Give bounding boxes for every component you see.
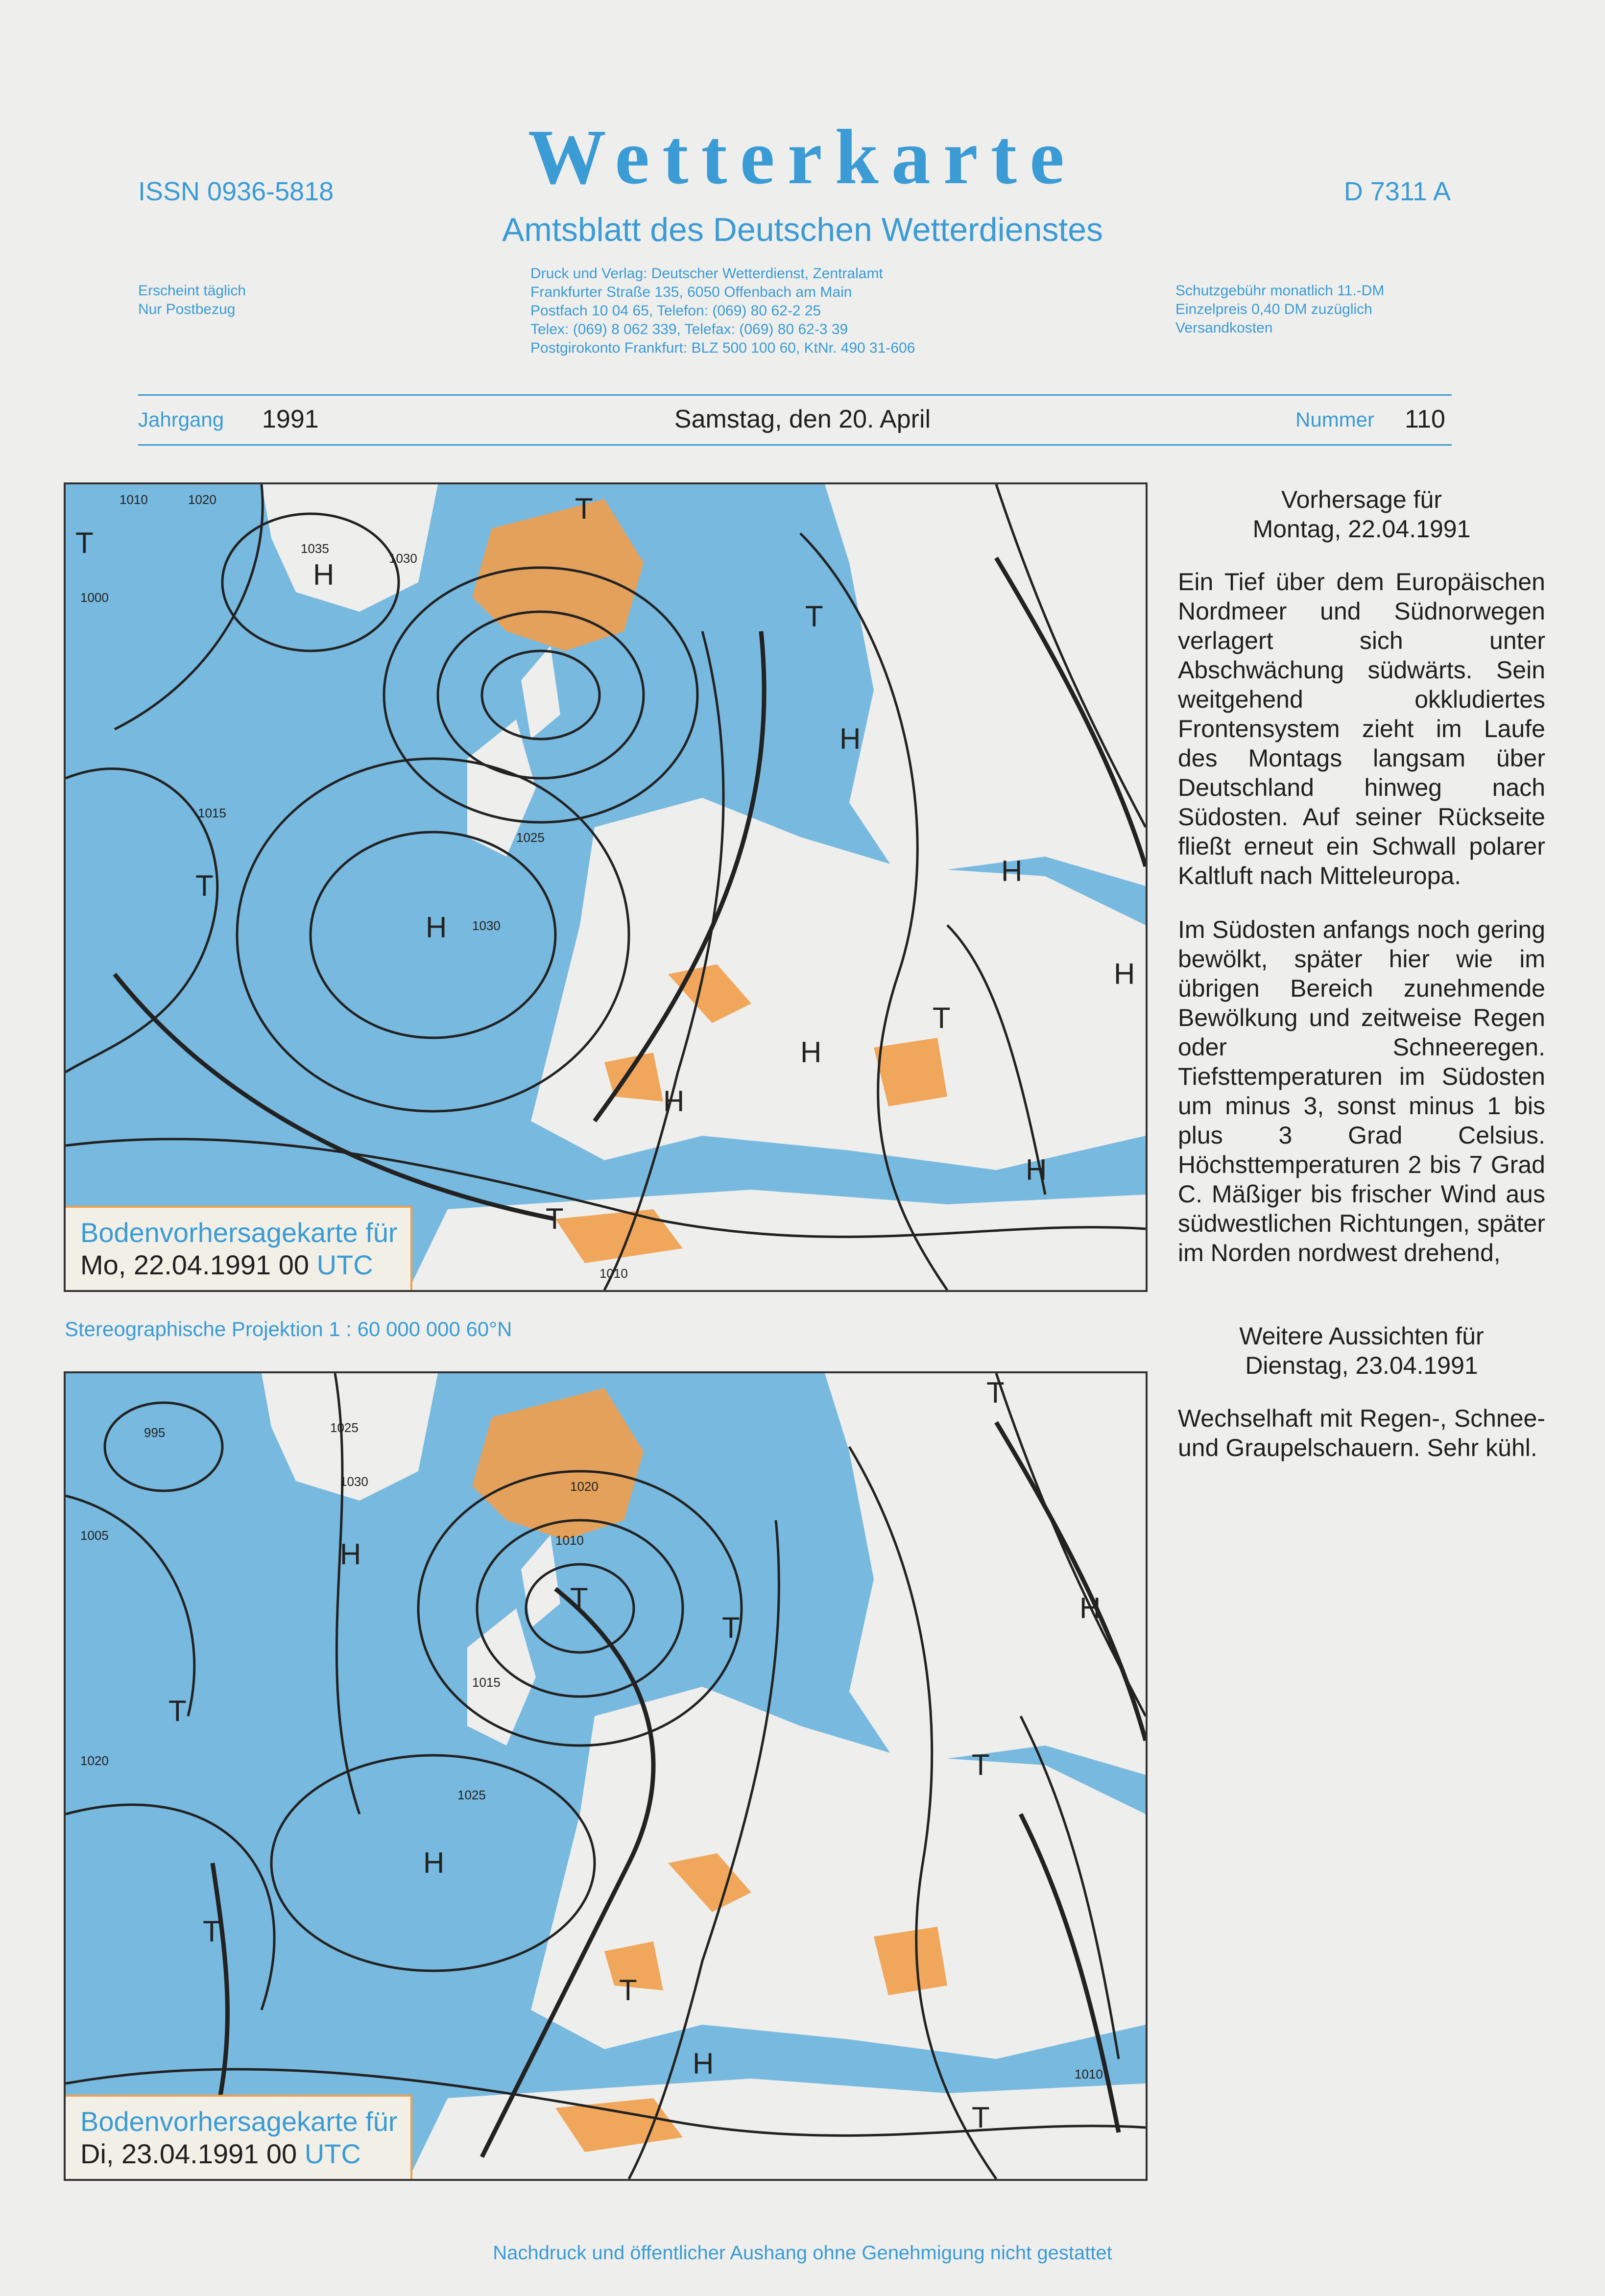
masthead-title: Wetterkarte: [527, 113, 1078, 200]
volume-value: 1991: [262, 405, 319, 433]
forecast-heading: [1178, 485, 1545, 544]
map-high-label: H: [1079, 1592, 1101, 1625]
volume-label: Jahrgang: [138, 408, 224, 431]
map-low-label: T: [570, 1582, 588, 1615]
map-caption-title: Bodenvorhersagekarte für: [80, 2106, 398, 2137]
forecast-paragraph: Ein Tief über dem Europäischen Nordmeer und Südnorwegen verlagert sich unter Abschwächung südwärts. Sein weitgehend okkludiertes Frontensystem zieht im Laufe des Montags langsam über Deutschland hinweg nach Südosten. Auf seiner Rückseite fließt erneut ein Schwall polarer Kaltluft nach Mitteleuropa.: [1178, 568, 1545, 889]
map-caption-title: Bodenvorhersagekarte für: [80, 1217, 398, 1248]
map-high-label: H: [426, 911, 447, 944]
isobar-label: 1020: [570, 1479, 599, 1494]
info-line: Einzelpreis 0,40 DM zuzüglich: [1175, 301, 1372, 317]
map-high-label: H: [340, 1538, 361, 1571]
map-high-label: H: [1001, 855, 1023, 887]
isobar-label: 1030: [472, 918, 501, 933]
info-line: Postgirokonto Frankfurt: BLZ 500 100 60, KtNr. 490 31-606: [530, 340, 915, 356]
weather-map-graphic: [66, 484, 1146, 1290]
isobar-label: 1000: [80, 590, 109, 605]
map-low-label: T: [168, 1695, 187, 1727]
map-high-label: H: [800, 1036, 822, 1069]
map-high-label: H: [313, 558, 335, 591]
map-high-label: H: [839, 722, 861, 755]
info-line: Erscheint täglich: [138, 283, 246, 299]
weather-map-graphic: [66, 1373, 1146, 2179]
isobar-label: 1020: [188, 492, 216, 507]
map-low-label: T: [575, 492, 593, 525]
map-low-label: T: [805, 600, 823, 633]
map-low-label: T: [972, 1748, 990, 1781]
isobar-label: 1030: [340, 1474, 368, 1489]
issn-number: ISSN 0936-5818: [138, 177, 334, 206]
map-low-label: T: [203, 1915, 221, 1948]
isobar-label: 1010: [599, 1266, 628, 1281]
map-low-label: T: [972, 2101, 990, 2134]
info-line: Frankfurter Straße 135, 6050 Offenbach am Main: [530, 284, 852, 300]
info-line: Nur Postbezug: [138, 301, 236, 317]
isobar-label: 1010: [120, 492, 148, 507]
issue-date: Samstag, den 20. April: [674, 405, 931, 433]
forecast-heading-date: Montag, 22.04.1991: [1252, 515, 1471, 543]
map-caption-date: Di, 23.04.1991 00: [80, 2138, 297, 2169]
outlook-heading-line: Weitere Aussichten für: [1239, 1322, 1484, 1350]
map-high-label: H: [693, 2047, 714, 2080]
info-line: Telex: (069) 8 062 339, Telefax: (069) 80 62-3 39: [530, 321, 848, 337]
forecast-text-column: [1178, 485, 1545, 1487]
forecast-heading-line: Vorhersage für: [1281, 486, 1442, 513]
forecast-paragraph: Im Südosten anfangs noch gering bewölkt, später hier wie im übrigen Bereich zunehmende Bewölkung und zeitweise Regen oder Schneeregen. Tiefsttemperaturen im Südosten um minus 3, sonst minus 1 bis plus 3 Grad Celsius. Höchsttemperaturen 2 bis 7 Grad C. Mäßiger bis frischer Wind aus südwestlichen Richtungen, später im Norden nordwest drehend,: [1178, 916, 1545, 1267]
isobar-label: 1025: [330, 1420, 359, 1435]
forecast-map-tuesday: [64, 1371, 1148, 2181]
footer-note: Nachdruck und öffentlicher Aushang ohne Genehmigung nicht gestattet: [493, 2242, 1112, 2264]
publisher-info: [530, 264, 915, 358]
map-caption-utc: UTC: [316, 1249, 373, 1280]
isobar-label: 1005: [80, 1528, 109, 1543]
divider: [138, 394, 1452, 396]
isobar-label: 1010: [1075, 2067, 1103, 2081]
map-caption: [66, 2095, 412, 2179]
issue-number-label: Nummer: [1295, 408, 1375, 431]
info-line: Druck und Verlag: Deutscher Wetterdienst, Zentralamt: [530, 265, 883, 282]
map-low-label: T: [933, 1002, 951, 1034]
map-high-label: H: [1114, 957, 1135, 990]
map-high-label: H: [423, 1846, 445, 1879]
map-caption-date: Mo, 22.04.1991 00: [80, 1249, 310, 1280]
info-line: Schutzgebühr monatlich 11.-DM: [1175, 283, 1385, 299]
masthead-subtitle: Amtsblatt des Deutschen Wetterdienstes: [502, 211, 1103, 248]
info-line: Postfach 10 04 65, Telefon: (069) 80 62-2 25: [530, 303, 821, 319]
isobar-label: 1025: [457, 1788, 486, 1802]
outlook-paragraph: Wechselhaft mit Regen-, Schnee- und Graupelschauern. Sehr kühl.: [1178, 1405, 1545, 1461]
isobar-label: 995: [144, 1425, 166, 1440]
isobar-label: 1030: [389, 551, 417, 566]
map-low-label: T: [722, 1611, 740, 1644]
isobar-label: 1025: [516, 830, 545, 845]
isobar-label: 1015: [198, 806, 226, 820]
map-high-label: H: [663, 1085, 685, 1118]
projection-note: Stereographische Projektion 1 : 60 000 000 60°N: [65, 1317, 512, 1340]
info-line: Versandkosten: [1175, 320, 1273, 336]
isobar-label: 1015: [472, 1675, 501, 1690]
isobar-label: 1035: [301, 541, 329, 556]
map-low-label: T: [195, 869, 214, 902]
issue-number-value: 110: [1405, 405, 1445, 433]
divider: [138, 444, 1452, 446]
map-low-label: T: [986, 1376, 1005, 1409]
forecast-map-monday: [64, 482, 1148, 1292]
edition-code: D 7311 A: [1343, 177, 1451, 206]
isobar-label: 1020: [80, 1753, 109, 1768]
isobar-label: 1010: [555, 1533, 584, 1548]
price-info: [1175, 282, 1384, 337]
map-caption: [66, 1206, 412, 1290]
map-caption-utc: UTC: [304, 2138, 361, 2169]
outlook-heading: [1178, 1321, 1545, 1380]
outlook-heading-date: Dienstag, 23.04.1991: [1245, 1352, 1478, 1379]
map-high-label: H: [1026, 1153, 1047, 1186]
map-low-label: T: [75, 526, 94, 559]
map-low-label: T: [546, 1202, 564, 1235]
map-low-label: T: [619, 1974, 637, 2007]
publication-info: [138, 282, 246, 319]
